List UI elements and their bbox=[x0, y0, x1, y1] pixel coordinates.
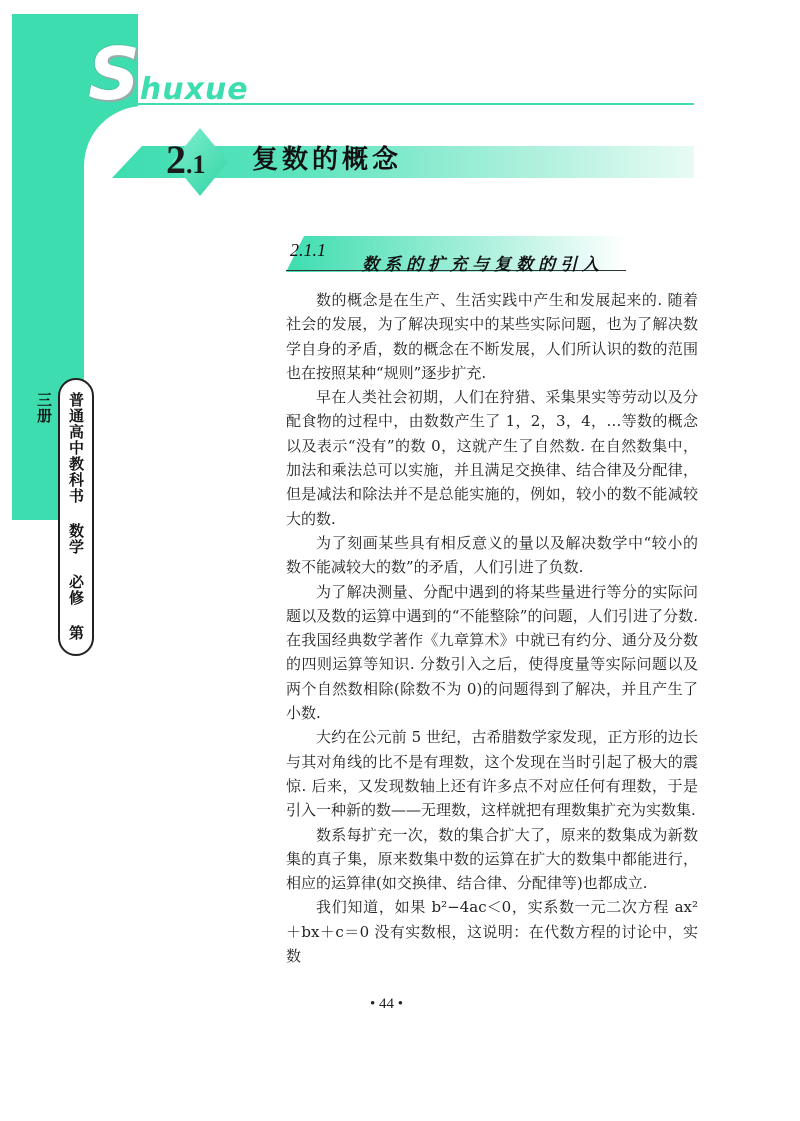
chapter-number bbox=[166, 137, 206, 182]
chapter-title: 复数的概念 bbox=[252, 145, 403, 175]
page-number: • 44 • bbox=[370, 996, 404, 1012]
paragraph-5: 大约在公元前 5 世纪，古希腊数学家发现，正方形的边长与其对角线的比不是有理数，这个发现在当时引起了极大的震惊. 后来，又发现数轴上还有许多点不对应任何有理数，于是引入一种新的数——无理数，这样就把有理数集扩充为实数集. bbox=[286, 728, 698, 820]
logo-initial: S bbox=[88, 32, 140, 116]
paragraph-2: 早在人类社会初期，人们在狩猎、采集果实等劳动以及分配食物的过程中，由数数产生了 1，2，3，4，…等数的概念以及表示“没有”的数 0，这就产生了自然数. 在自然数集中，加法和乘法总可以实施，并且满足交换律、结合律及分配律，但是减法和除法并不是总能实施的，例如，较小的数不能减较大的数. bbox=[286, 388, 698, 528]
book-spine-label bbox=[35, 378, 94, 656]
body-text bbox=[286, 288, 698, 968]
paragraph-4: 为了解决测量、分配中遇到的将某些量进行等分的实际问题以及数的运算中遇到的“不能整除”的问题，人们引进了分数. 在我国经典数学著作《九章算术》中就已有约分、通分及分数的四则运算等知识. 分数引入之后，使得度量等实际问题以及两个自然数相除(除数不为 0)的问题得到了解决，并且产生了小数. bbox=[286, 582, 698, 723]
chapter-number-sub: .1 bbox=[186, 150, 206, 179]
section-title: 数系的扩充与复数的引入 bbox=[362, 255, 604, 275]
shuxue-logo bbox=[88, 32, 249, 116]
book-spine-text: 普通高中教科书 数学 必修 第三册 bbox=[35, 392, 85, 641]
section-number: 2.1.1 bbox=[290, 240, 326, 260]
paragraph-6: 数系每扩充一次，数的集合扩大了，原来的数集成为新数集的真子集，原来数集中数的运算在扩大的数集中都能进行，相应的运算律(如交换律、结合律、分配律等)也都成立. bbox=[286, 825, 698, 893]
paragraph-1: 数的概念是在生产、生活实践中产生和发展起来的. 随着社会的发展，为了解决现实中的某些实际问题，也为了解决数学自身的矛盾，数的概念在不断发展，人们所认识的数的范围也在按照某种“规则”逐步扩充. bbox=[286, 291, 698, 382]
paragraph-3: 为了刻画某些具有相反意义的量以及解决数学中“较小的数不能减较大的数”的矛盾，人们引进了负数. bbox=[286, 533, 698, 577]
chapter-number-main: 2 bbox=[166, 137, 186, 182]
logo-rest: huxue bbox=[139, 72, 249, 107]
paragraph-7: 我们知道，如果 b²−4ac＜0，实系数一元二次方程 ax²＋bx＋c＝0 没有实数根，这说明：在代数方程的讨论中，实数 bbox=[286, 898, 698, 966]
